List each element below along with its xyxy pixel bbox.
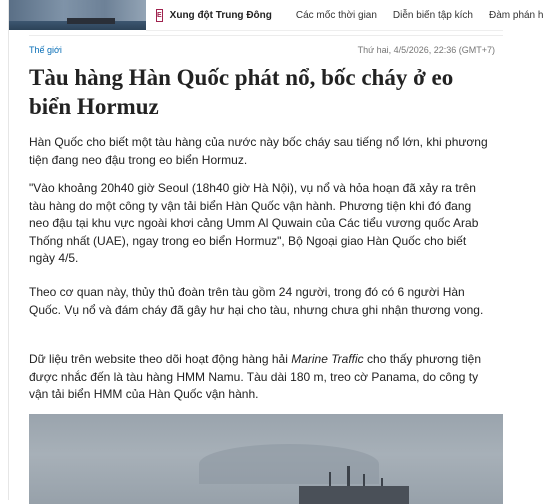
photo-ship-deck [299,486,409,504]
topic-banner-image[interactable] [9,0,146,30]
article-paragraph: Theo cơ quan này, thủy thủ đoàn trên tàu gồm 24 người, trong đó có 6 người Hàn Quốc. Vụ nổ và đám cháy đã gây hư hại cho tàu, nhưng chưa ghi nhận thương vong. [29,285,484,317]
article-page [8,0,543,500]
paragraph-text: Dữ liệu trên website theo dõi hoạt động hàng hải [29,352,292,366]
photo-hill [199,444,379,484]
article-paragraph [29,351,491,404]
publish-datetime: Thứ hai, 4/5/2026, 22:36 (GMT+7) [357,45,495,55]
category-link[interactable]: Thế giới [29,45,62,55]
article-lead: Hàn Quốc cho biết một tàu hàng của nước này bốc cháy sau tiếng nổ lớn, khi phương tiện đang neo đậu trong eo biển Hormuz. [29,135,488,167]
photo-mast [347,466,350,488]
article-meta [29,45,495,59]
paragraph-text: cho thấy phương tiện được nhắc đến là tàu hàng HMM Namu. Tàu dài 180 m, treo cờ Panama, do công ty vận tải biển HMM của Hàn Quốc vận hành. [29,352,481,401]
nav-link-negotiations[interactable]: Đàm phán h [488,9,543,21]
topic-logo-icon: E [156,9,163,22]
article-photo[interactable] [29,414,503,504]
topic-nav [146,0,543,31]
header-divider [29,35,503,36]
nav-link-timeline[interactable]: Các mốc thời gian [295,9,377,21]
topic-title-link[interactable]: Xung đột Trung Đông [169,9,272,21]
article-title: Tàu hàng Hàn Quốc phát nổ, bốc cháy ở eo biển Hormuz [29,65,454,119]
nav-link-attacks[interactable]: Diễn biến tập kích [392,9,473,21]
marine-traffic-mention: Marine Traffic [291,352,364,366]
article-paragraph: "Vào khoảng 20h40 giờ Seoul (18h40 giờ Hà Nội), vụ nổ và hỏa hoạn đã xảy ra trên tàu hàng do một công ty vận tải biển Hàn Quốc vận hành. Phương tiện khi đó đang neo đậu tại khu vực ngoài khơi cảng Umm Al Quwain của Các tiểu vương quốc Arab Thống nhất (UAE), ngay trong eo biển Hormuz", Bộ Ngoại giao Hàn Quốc cho biết ngày 4/5. [29,181,479,265]
banner-ship [67,18,115,24]
